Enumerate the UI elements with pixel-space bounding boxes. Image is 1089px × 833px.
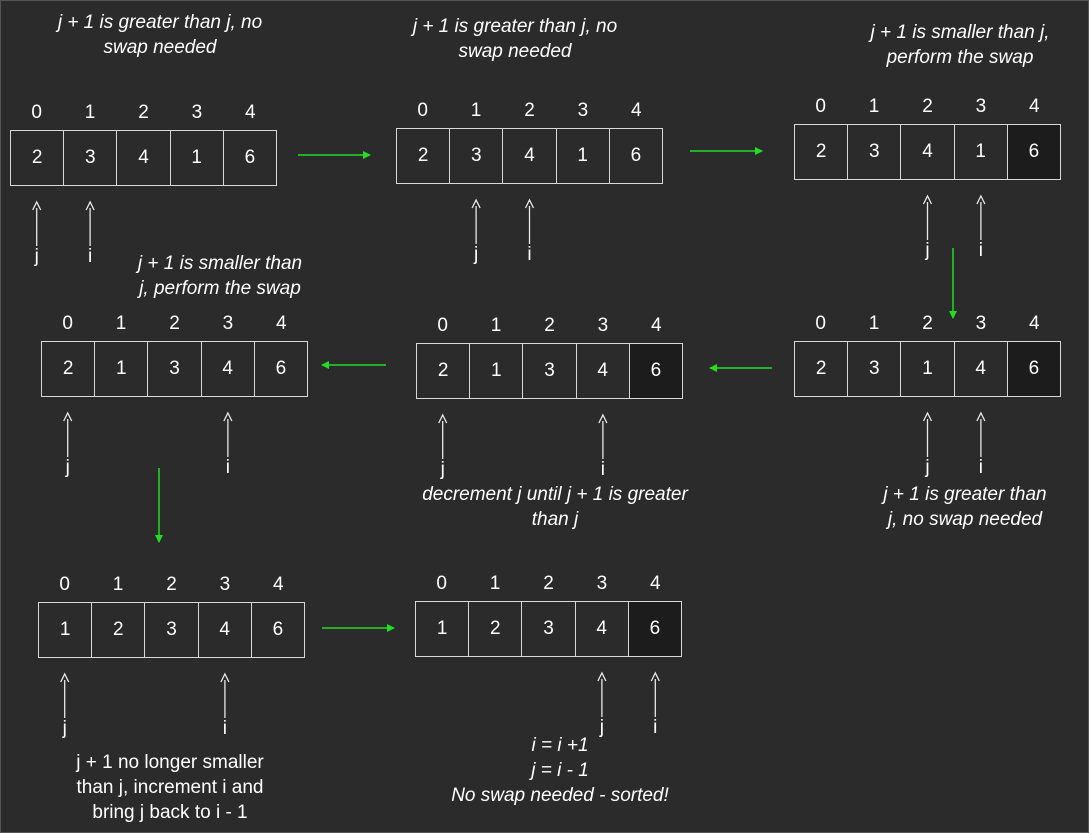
- array-cell: 4: [577, 344, 630, 398]
- caption-step2: j + 1 is greater than j, no swap needed: [412, 16, 618, 62]
- array-cell: 1: [470, 344, 523, 398]
- index-label: 0: [31, 102, 42, 123]
- array-cell: 2: [417, 344, 470, 398]
- index-label: 0: [437, 315, 448, 336]
- j-pointer-label: j: [440, 459, 445, 480]
- index-label: 2: [922, 96, 933, 117]
- array-cell: 3: [848, 125, 901, 179]
- index-label: 1: [489, 573, 501, 594]
- index-label: 1: [470, 100, 482, 121]
- index-label: 0: [815, 313, 826, 334]
- array-cell: 2: [42, 342, 95, 396]
- array-cell: 4: [576, 602, 629, 656]
- i-pointer-label: i: [653, 717, 658, 738]
- index-label: 0: [59, 574, 70, 595]
- index-label: 2: [544, 315, 555, 336]
- j-pointer-label: j: [34, 246, 39, 267]
- index-label: 2: [169, 313, 180, 334]
- array-cell: 2: [92, 603, 145, 657]
- array-cell: 6: [630, 145, 642, 166]
- array-cell: 2: [469, 602, 522, 656]
- j-pointer-label: j: [599, 717, 604, 738]
- index-label: 3: [191, 102, 203, 123]
- caption-step7: j + 1 no longer smaller than j, increment i and bring j back to i - 1: [76, 752, 264, 823]
- index-label: 0: [62, 313, 73, 334]
- caption-step6: j + 1 is smaller than j, perform the swap: [137, 253, 303, 299]
- index-label: 4: [245, 102, 256, 123]
- array-cell: 1: [557, 129, 610, 183]
- array-cell: 3: [450, 129, 503, 183]
- caption-step4: j + 1 is greater than j, no swap needed: [883, 484, 1047, 530]
- j-pointer-label: j: [925, 240, 930, 261]
- index-label: 4: [650, 573, 661, 594]
- array-cell: 6: [272, 619, 284, 640]
- array-cell: 1: [901, 342, 954, 396]
- index-label: 4: [651, 315, 662, 336]
- j-pointer-label: j: [473, 244, 479, 265]
- array-cell: 4: [503, 129, 556, 183]
- array-cell: 3: [148, 342, 201, 396]
- index-label: 1: [112, 574, 124, 595]
- caption-step8: i = i +1 j = i - 1 No swap needed - sorted!: [451, 735, 669, 806]
- index-label: 4: [631, 100, 642, 121]
- array-cell: 4: [202, 342, 255, 396]
- index-label: 2: [166, 574, 177, 595]
- index-label: 1: [115, 313, 127, 334]
- array-cell: 4: [117, 131, 170, 185]
- index-label: 0: [815, 96, 826, 117]
- array-cell: 3: [64, 131, 117, 185]
- array-cell: 4: [199, 603, 252, 657]
- index-label: 0: [436, 573, 447, 594]
- index-label: 4: [273, 574, 284, 595]
- array-cell: 3: [848, 342, 901, 396]
- array-cell: 1: [171, 131, 224, 185]
- index-label: 3: [596, 573, 608, 594]
- index-label: 3: [222, 313, 234, 334]
- index-label: 4: [1029, 313, 1040, 334]
- i-pointer-label: i: [600, 459, 605, 480]
- array-cell: 2: [795, 125, 848, 179]
- array-cell: 2: [397, 129, 450, 183]
- array-cell: 6: [1008, 125, 1060, 179]
- index-label: 3: [975, 96, 987, 117]
- array-cell: 1: [955, 125, 1008, 179]
- index-label: 1: [868, 313, 880, 334]
- i-pointer-label: i: [222, 718, 227, 739]
- array-cell: 6: [630, 344, 682, 398]
- array-cell: 1: [95, 342, 148, 396]
- index-label: 1: [490, 315, 502, 336]
- index-label: 3: [597, 315, 609, 336]
- index-label: 1: [84, 102, 96, 123]
- array-cell: 6: [244, 147, 256, 168]
- j-pointer-label: j: [62, 718, 67, 739]
- array-cell: 3: [145, 603, 198, 657]
- j-pointer-label: j: [925, 457, 930, 478]
- array-cell: 3: [523, 344, 576, 398]
- array-cell: 1: [416, 602, 469, 656]
- array-cell: 4: [955, 342, 1008, 396]
- index-label: 2: [543, 573, 554, 594]
- array-cell: 2: [795, 342, 848, 396]
- i-pointer-label: i: [978, 457, 983, 478]
- array-cell: 2: [11, 131, 64, 185]
- index-label: 4: [276, 313, 287, 334]
- index-label: 2: [138, 102, 149, 123]
- array-cell: 6: [1008, 342, 1060, 396]
- index-label: 3: [577, 100, 589, 121]
- array-cell: 6: [629, 602, 681, 656]
- array-cell: 6: [275, 358, 287, 379]
- caption-step3: j + 1 is smaller than j, perform the swap: [870, 22, 1050, 68]
- array-cell: 4: [901, 125, 954, 179]
- caption-step5: decrement j until j + 1 is greater than j: [422, 484, 688, 530]
- i-pointer-label: i: [225, 457, 230, 478]
- i-pointer-label: i: [978, 240, 983, 261]
- index-label: 0: [417, 100, 428, 121]
- index-label: 2: [524, 100, 535, 121]
- index-label: 3: [975, 313, 987, 334]
- i-pointer-label: i: [527, 244, 532, 265]
- array-cell: 1: [39, 603, 92, 657]
- i-pointer-label: i: [87, 246, 93, 267]
- array-cell: 3: [522, 602, 575, 656]
- index-label: 4: [1029, 96, 1040, 117]
- j-pointer-label: j: [65, 457, 70, 478]
- index-label: 2: [922, 313, 933, 334]
- index-label: 3: [219, 574, 231, 595]
- index-label: 1: [868, 96, 880, 117]
- caption-step1: j + 1 is greater than j, no swap needed: [57, 12, 263, 58]
